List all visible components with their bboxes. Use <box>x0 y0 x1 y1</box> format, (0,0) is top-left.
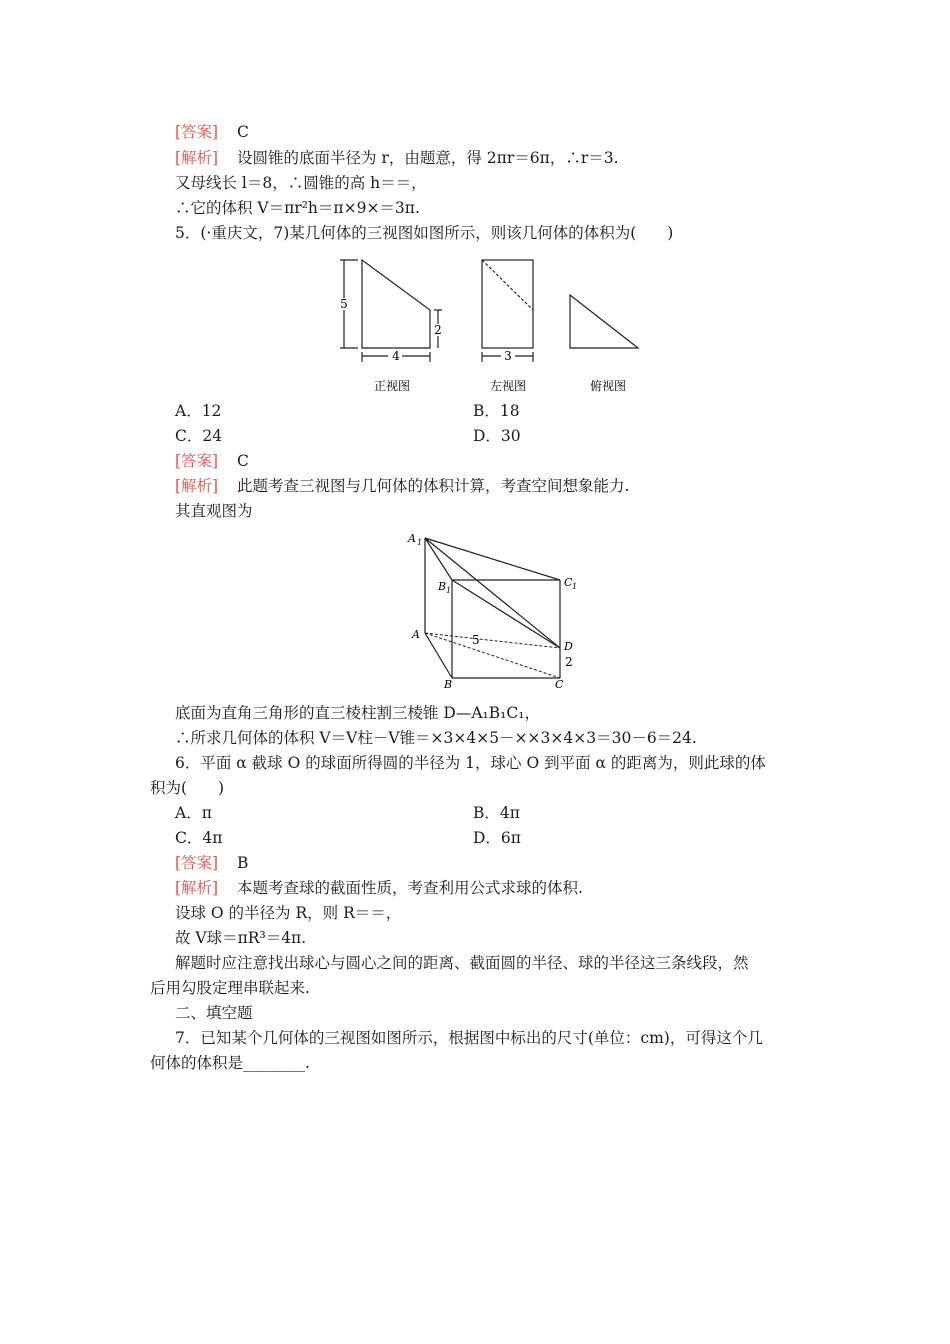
answer-tag: [答案] <box>175 123 219 141</box>
q6-option-b: B．4π <box>473 804 520 822</box>
label-d: D <box>564 640 573 653</box>
q5-option-a: A．12 <box>175 402 222 420</box>
q6-line2: 故 V球＝πR³＝4π. <box>175 929 307 947</box>
label-c: C <box>555 678 564 691</box>
analysis-tag: [解析] <box>175 879 219 897</box>
answer-value: B <box>237 854 249 872</box>
q6-option-a: A．π <box>175 804 212 822</box>
answer-tag: [答案] <box>175 452 219 470</box>
q5-base-line: 底面为直角三角形的直三棱柱割三棱锥 D—A₁B₁C₁， <box>175 704 540 722</box>
label-b1-sub: 1 <box>446 586 452 595</box>
dim-front-right: 2 <box>434 323 442 337</box>
label-five: 5 <box>472 633 480 647</box>
label-a1-sub: 1 <box>417 538 423 547</box>
q5-answer-line <box>175 451 249 471</box>
dim-front-width: 4 <box>392 349 400 363</box>
side-view-shape <box>482 260 533 348</box>
front-view-shape <box>362 260 430 348</box>
q5-volume-line: ∴所求几何体的体积 V＝V柱－V锥＝×3×4×5－××3×4×3＝30－6＝24. <box>175 729 697 747</box>
q7-stem-2: 何体的体积是________. <box>150 1054 310 1072</box>
three-view-figure <box>330 252 660 397</box>
q6-answer-line <box>175 853 248 873</box>
analysis-text: 设圆锥的底面半径为 r，由题意，得 2πr＝6π，∴r＝3. <box>237 149 619 167</box>
dim-front-height: 5 <box>340 297 348 311</box>
label-b1: B <box>438 580 447 593</box>
caption-top-view: 俯视图 <box>589 379 627 393</box>
q4-analysis-line <box>175 148 619 168</box>
q6-line1: 设球 O 的半径为 R，则 R＝＝， <box>175 904 402 922</box>
q5-option-b: B．18 <box>473 402 520 420</box>
q4-answer-line <box>175 122 249 142</box>
q5-option-d: D．30 <box>473 427 521 445</box>
analysis-tag: [解析] <box>175 477 219 495</box>
q6-stem-1: 6．平面 α 截球 O 的球面所得圆的半径为 1，球心 O 到平面 α 的距离为，则此球的体 <box>175 754 766 772</box>
caption-side-view: 左视图 <box>489 379 527 393</box>
q5-analysis-line <box>175 476 629 496</box>
analysis-tag: [解析] <box>175 149 219 167</box>
answer-value: C <box>237 452 249 470</box>
q5-stem: 5．(·重庆文，7)某几何体的三视图如图所示，则该几何体的体积为( ) <box>175 224 674 242</box>
answer-value: C <box>237 123 249 141</box>
label-c1: C <box>564 576 573 589</box>
q4-line2: 又母线长 l＝8，∴圆锥的高 h＝＝， <box>175 174 427 192</box>
analysis-text: 此题考查三视图与几何体的体积计算，考查空间想象能力. <box>237 477 630 495</box>
q5-option-c: C．24 <box>175 427 223 445</box>
dim-side-width: 3 <box>504 349 512 363</box>
answer-tag: [答案] <box>175 854 219 872</box>
analysis-text: 本题考查球的截面性质，考查利用公式求球的体积. <box>237 879 583 897</box>
q6-option-c: C．4π <box>175 829 223 847</box>
q6-analysis-line <box>175 878 583 898</box>
q5-option-row-1 <box>175 401 221 421</box>
q6-line4: 后用勾股定理串联起来. <box>150 979 310 997</box>
q4-line3: ∴它的体积 V＝πr²h＝π×9×＝3π. <box>175 199 420 217</box>
q6-option-d: D．6π <box>473 829 521 847</box>
prism-figure <box>400 528 590 693</box>
label-a: A <box>412 628 420 641</box>
caption-front-view: 正视图 <box>373 379 411 393</box>
q6-stem-2: 积为( ) <box>150 779 225 797</box>
label-b: B <box>444 678 453 691</box>
label-a1: A <box>408 532 416 545</box>
q7-stem-1: 7．已知某个几何体的三视图如图所示，根据图中标出的尺寸(单位：cm)，可得这个几 <box>175 1029 763 1047</box>
q5-intuitive-label: 其直观图为 <box>175 502 253 520</box>
label-two: 2 <box>565 655 573 669</box>
q6-line3: 解题时应注意找出球心与圆心之间的距离、截面圆的半径、球的半径这三条线段，然 <box>175 954 749 972</box>
top-view-shape <box>570 295 638 348</box>
label-c1-sub: 1 <box>572 582 578 591</box>
section-title: 二、填空题 <box>175 1004 253 1022</box>
